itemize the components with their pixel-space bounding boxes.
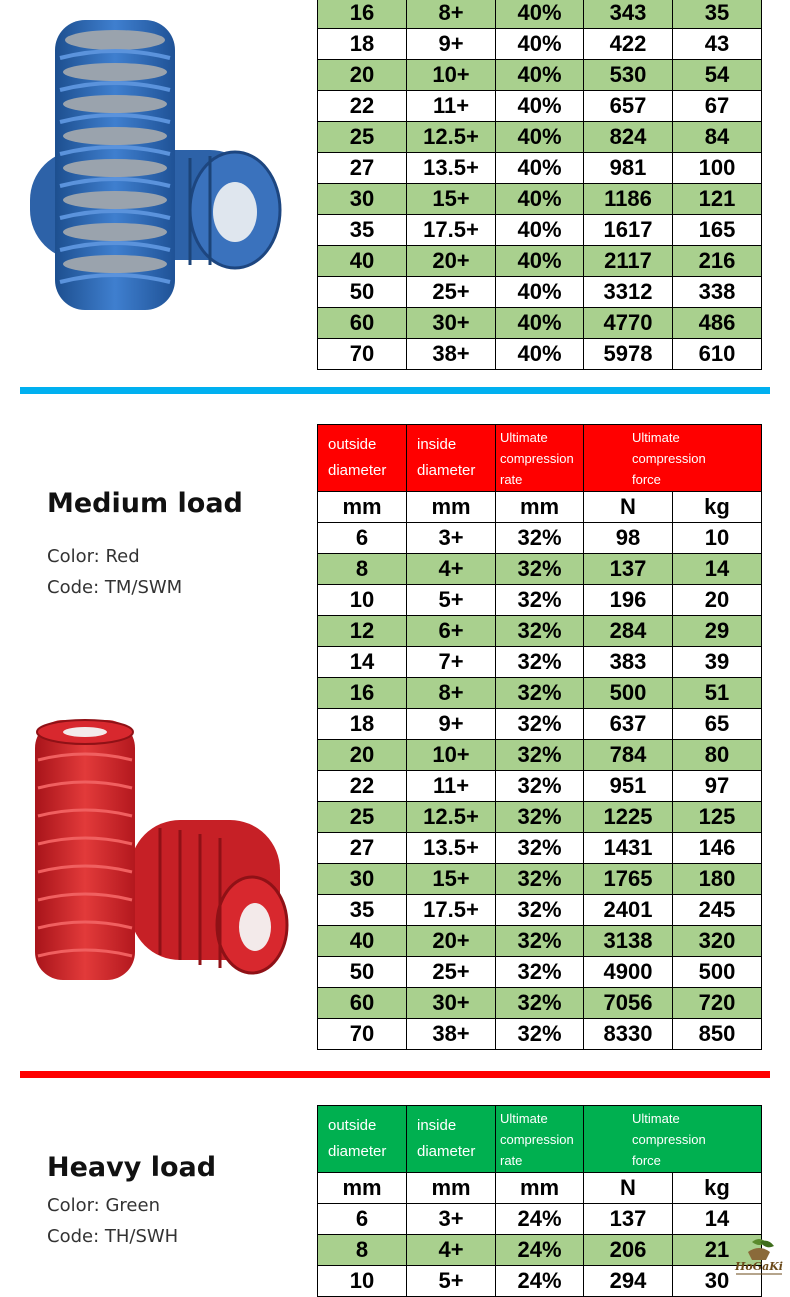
- table-row: [318, 647, 762, 678]
- table-cell: 32%: [496, 988, 584, 1019]
- table-cell: 20: [318, 740, 407, 771]
- table-row: [318, 60, 762, 91]
- table-row: [318, 988, 762, 1019]
- table-cell: 657: [584, 91, 673, 122]
- table-row: [318, 122, 762, 153]
- table-cell: 4770: [584, 308, 673, 339]
- units-row: [318, 1173, 762, 1204]
- table-cell: 1186: [584, 184, 673, 215]
- table-row: [318, 1204, 762, 1235]
- header-inside-diameter: inside diameter: [407, 425, 496, 492]
- top-spec-table: [317, 0, 762, 370]
- table-cell: 97: [673, 771, 762, 802]
- medium-load-title: Medium load: [47, 488, 243, 519]
- header-inside-diameter: inside diameter: [407, 1106, 496, 1173]
- table-cell: 35: [318, 215, 407, 246]
- table-cell: 343: [584, 0, 673, 29]
- table-cell: 7+: [407, 647, 496, 678]
- table-cell: 320: [673, 926, 762, 957]
- table-cell: 25: [318, 802, 407, 833]
- table-cell: 6: [318, 1204, 407, 1235]
- table-cell: 720: [673, 988, 762, 1019]
- table-cell: 40%: [496, 184, 584, 215]
- header-outside-diameter: outside diameter: [318, 1106, 407, 1173]
- table-cell: 15+: [407, 864, 496, 895]
- table-cell: 3138: [584, 926, 673, 957]
- table-cell: 2117: [584, 246, 673, 277]
- table-cell: 16: [318, 678, 407, 709]
- table-cell: 35: [673, 0, 762, 29]
- table-cell: 8+: [407, 678, 496, 709]
- table-cell: 10: [318, 1266, 407, 1297]
- table-cell: 21: [673, 1235, 762, 1266]
- table-cell: 11+: [407, 771, 496, 802]
- table-cell: 25: [318, 122, 407, 153]
- table-cell: 70: [318, 1019, 407, 1050]
- brand-logo-icon: [730, 1238, 788, 1278]
- table-cell: 3+: [407, 1204, 496, 1235]
- table-cell: 18: [318, 29, 407, 60]
- table-cell: 32%: [496, 585, 584, 616]
- red-spring-image: [30, 710, 300, 990]
- unit-cell: mm: [407, 492, 496, 523]
- unit-cell: kg: [673, 492, 762, 523]
- table-cell: 137: [584, 1204, 673, 1235]
- table-cell: 2401: [584, 895, 673, 926]
- table-row: [318, 895, 762, 926]
- table-row: [318, 585, 762, 616]
- table-cell: 20+: [407, 246, 496, 277]
- table-cell: 610: [673, 339, 762, 370]
- table-row: [318, 153, 762, 184]
- table-row: [318, 215, 762, 246]
- table-cell: 165: [673, 215, 762, 246]
- table-cell: 3+: [407, 523, 496, 554]
- table-cell: 32%: [496, 864, 584, 895]
- table-cell: 8330: [584, 1019, 673, 1050]
- table-cell: 40%: [496, 339, 584, 370]
- table-cell: 850: [673, 1019, 762, 1050]
- blue-spring-image: [20, 0, 290, 330]
- table-cell: 206: [584, 1235, 673, 1266]
- table-cell: 951: [584, 771, 673, 802]
- table-row: [318, 0, 762, 29]
- table-cell: 40%: [496, 308, 584, 339]
- table-cell: 180: [673, 864, 762, 895]
- table-cell: 40%: [496, 246, 584, 277]
- unit-cell: kg: [673, 1173, 762, 1204]
- table-cell: 422: [584, 29, 673, 60]
- table-cell: 5+: [407, 585, 496, 616]
- table-cell: 146: [673, 833, 762, 864]
- table-cell: 245: [673, 895, 762, 926]
- table-row: [318, 184, 762, 215]
- table-cell: 70: [318, 339, 407, 370]
- table-cell: 10+: [407, 60, 496, 91]
- table-cell: 500: [584, 678, 673, 709]
- medium-spec-table: [317, 424, 762, 1050]
- table-cell: 981: [584, 153, 673, 184]
- table-cell: 16: [318, 0, 407, 29]
- table-row: [318, 1235, 762, 1266]
- table-cell: 383: [584, 647, 673, 678]
- table-cell: 80: [673, 740, 762, 771]
- unit-cell: mm: [496, 1173, 584, 1204]
- table-cell: 40: [318, 246, 407, 277]
- table-cell: 30+: [407, 308, 496, 339]
- unit-cell: mm: [318, 492, 407, 523]
- table-cell: 784: [584, 740, 673, 771]
- table-cell: 10: [673, 523, 762, 554]
- table-row: [318, 771, 762, 802]
- table-cell: 6: [318, 523, 407, 554]
- table-cell: 14: [673, 1204, 762, 1235]
- table-cell: 29: [673, 616, 762, 647]
- table-cell: 30: [318, 184, 407, 215]
- medium-color-text: Color: Red: [47, 546, 140, 567]
- table-cell: 30: [673, 1266, 762, 1297]
- units-row: [318, 492, 762, 523]
- table-cell: 530: [584, 60, 673, 91]
- table-cell: 40%: [496, 215, 584, 246]
- table-row: [318, 833, 762, 864]
- blue-divider: [20, 387, 770, 394]
- unit-cell: mm: [318, 1173, 407, 1204]
- table-cell: 22: [318, 91, 407, 122]
- table-cell: 32%: [496, 740, 584, 771]
- table-cell: 14: [673, 554, 762, 585]
- table-row: [318, 308, 762, 339]
- heavy-code-text: Code: TH/SWH: [47, 1226, 179, 1247]
- table-cell: 24%: [496, 1235, 584, 1266]
- table-cell: 8+: [407, 0, 496, 29]
- table-row: [318, 802, 762, 833]
- table-cell: 32%: [496, 926, 584, 957]
- table-row: [318, 1019, 762, 1050]
- table-row: [318, 1266, 762, 1297]
- table-cell: 294: [584, 1266, 673, 1297]
- heavy-color-text: Color: Green: [47, 1195, 160, 1216]
- table-cell: 4+: [407, 554, 496, 585]
- table-cell: 12.5+: [407, 802, 496, 833]
- table-cell: 43: [673, 29, 762, 60]
- table-cell: 24%: [496, 1204, 584, 1235]
- table-cell: 40%: [496, 29, 584, 60]
- table-cell: 40%: [496, 0, 584, 29]
- table-row: [318, 926, 762, 957]
- table-row: [318, 709, 762, 740]
- table-cell: 32%: [496, 647, 584, 678]
- table-cell: 32%: [496, 1019, 584, 1050]
- table-cell: 30+: [407, 988, 496, 1019]
- table-row: [318, 277, 762, 308]
- table-cell: 5+: [407, 1266, 496, 1297]
- table-cell: 500: [673, 957, 762, 988]
- table-cell: 60: [318, 988, 407, 1019]
- table-cell: 65: [673, 709, 762, 740]
- table-cell: 10: [318, 585, 407, 616]
- table-cell: 12.5+: [407, 122, 496, 153]
- table-cell: 1225: [584, 802, 673, 833]
- table-cell: 121: [673, 184, 762, 215]
- table-cell: 38+: [407, 1019, 496, 1050]
- table-row: [318, 339, 762, 370]
- table-cell: 50: [318, 957, 407, 988]
- table-cell: 8: [318, 554, 407, 585]
- table-cell: 196: [584, 585, 673, 616]
- table-cell: 11+: [407, 91, 496, 122]
- unit-cell: mm: [496, 492, 584, 523]
- unit-cell: N: [584, 1173, 673, 1204]
- table-cell: 20: [673, 585, 762, 616]
- table-cell: 12: [318, 616, 407, 647]
- table-cell: 32%: [496, 802, 584, 833]
- table-cell: 13.5+: [407, 153, 496, 184]
- table-cell: 40%: [496, 122, 584, 153]
- table-cell: 13.5+: [407, 833, 496, 864]
- table-cell: 137: [584, 554, 673, 585]
- table-cell: 20+: [407, 926, 496, 957]
- table-cell: 24%: [496, 1266, 584, 1297]
- table-row: [318, 957, 762, 988]
- table-cell: 18: [318, 709, 407, 740]
- heavy-spec-table: [317, 1105, 762, 1297]
- table-cell: 10+: [407, 740, 496, 771]
- table-cell: 39: [673, 647, 762, 678]
- table-cell: 1765: [584, 864, 673, 895]
- table-cell: 9+: [407, 709, 496, 740]
- table-cell: 40%: [496, 153, 584, 184]
- table-cell: 1431: [584, 833, 673, 864]
- table-cell: 27: [318, 833, 407, 864]
- table-cell: 32%: [496, 957, 584, 988]
- header-compression-rate: Ultimate compression rate: [496, 1106, 584, 1173]
- table-cell: 32%: [496, 833, 584, 864]
- table-cell: 17.5+: [407, 895, 496, 926]
- table-row: [318, 246, 762, 277]
- table-cell: 284: [584, 616, 673, 647]
- table-cell: 22: [318, 771, 407, 802]
- table-cell: 51: [673, 678, 762, 709]
- table-cell: 32%: [496, 554, 584, 585]
- table-cell: 30: [318, 864, 407, 895]
- header-outside-diameter: outside diameter: [318, 425, 407, 492]
- table-cell: 40%: [496, 91, 584, 122]
- table-cell: 25+: [407, 277, 496, 308]
- table-cell: 84: [673, 122, 762, 153]
- unit-cell: mm: [407, 1173, 496, 1204]
- table-cell: 40%: [496, 277, 584, 308]
- table-cell: 25+: [407, 957, 496, 988]
- table-cell: 5978: [584, 339, 673, 370]
- table-cell: 40: [318, 926, 407, 957]
- red-divider: [20, 1071, 770, 1078]
- table-cell: 40%: [496, 60, 584, 91]
- medium-code-text: Code: TM/SWM: [47, 577, 183, 598]
- table-cell: 14: [318, 647, 407, 678]
- table-cell: 32%: [496, 616, 584, 647]
- unit-cell: N: [584, 492, 673, 523]
- table-cell: 60: [318, 308, 407, 339]
- table-row: [318, 864, 762, 895]
- table-row: [318, 91, 762, 122]
- heavy-load-title: Heavy load: [47, 1152, 217, 1183]
- table-cell: 15+: [407, 184, 496, 215]
- header-compression-rate: Ultimate compression rate: [496, 425, 584, 492]
- table-cell: 8: [318, 1235, 407, 1266]
- table-cell: 824: [584, 122, 673, 153]
- table-cell: 67: [673, 91, 762, 122]
- logo-text: HoGaKi: [735, 1260, 783, 1273]
- table-row: [318, 740, 762, 771]
- table-cell: 32%: [496, 678, 584, 709]
- table-cell: 637: [584, 709, 673, 740]
- table-cell: 338: [673, 277, 762, 308]
- table-cell: 125: [673, 802, 762, 833]
- table-cell: 32%: [496, 523, 584, 554]
- table-cell: 35: [318, 895, 407, 926]
- table-cell: 4+: [407, 1235, 496, 1266]
- table-cell: 17.5+: [407, 215, 496, 246]
- table-cell: 3312: [584, 277, 673, 308]
- table-cell: 20: [318, 60, 407, 91]
- table-row: [318, 554, 762, 585]
- table-cell: 98: [584, 523, 673, 554]
- table-cell: 6+: [407, 616, 496, 647]
- table-cell: 27: [318, 153, 407, 184]
- table-cell: 1617: [584, 215, 673, 246]
- table-cell: 9+: [407, 29, 496, 60]
- table-row: [318, 678, 762, 709]
- table-cell: 100: [673, 153, 762, 184]
- header-compression-force: Ultimate compression force: [584, 425, 762, 492]
- table-cell: 486: [673, 308, 762, 339]
- table-cell: 4900: [584, 957, 673, 988]
- table-cell: 38+: [407, 339, 496, 370]
- table-cell: 32%: [496, 709, 584, 740]
- table-cell: 32%: [496, 771, 584, 802]
- table-cell: 32%: [496, 895, 584, 926]
- header-compression-force: Ultimate compression force: [584, 1106, 762, 1173]
- table-cell: 216: [673, 246, 762, 277]
- table-cell: 7056: [584, 988, 673, 1019]
- table-row: [318, 29, 762, 60]
- table-cell: 50: [318, 277, 407, 308]
- table-row: [318, 523, 762, 554]
- table-row: [318, 616, 762, 647]
- table-cell: 54: [673, 60, 762, 91]
